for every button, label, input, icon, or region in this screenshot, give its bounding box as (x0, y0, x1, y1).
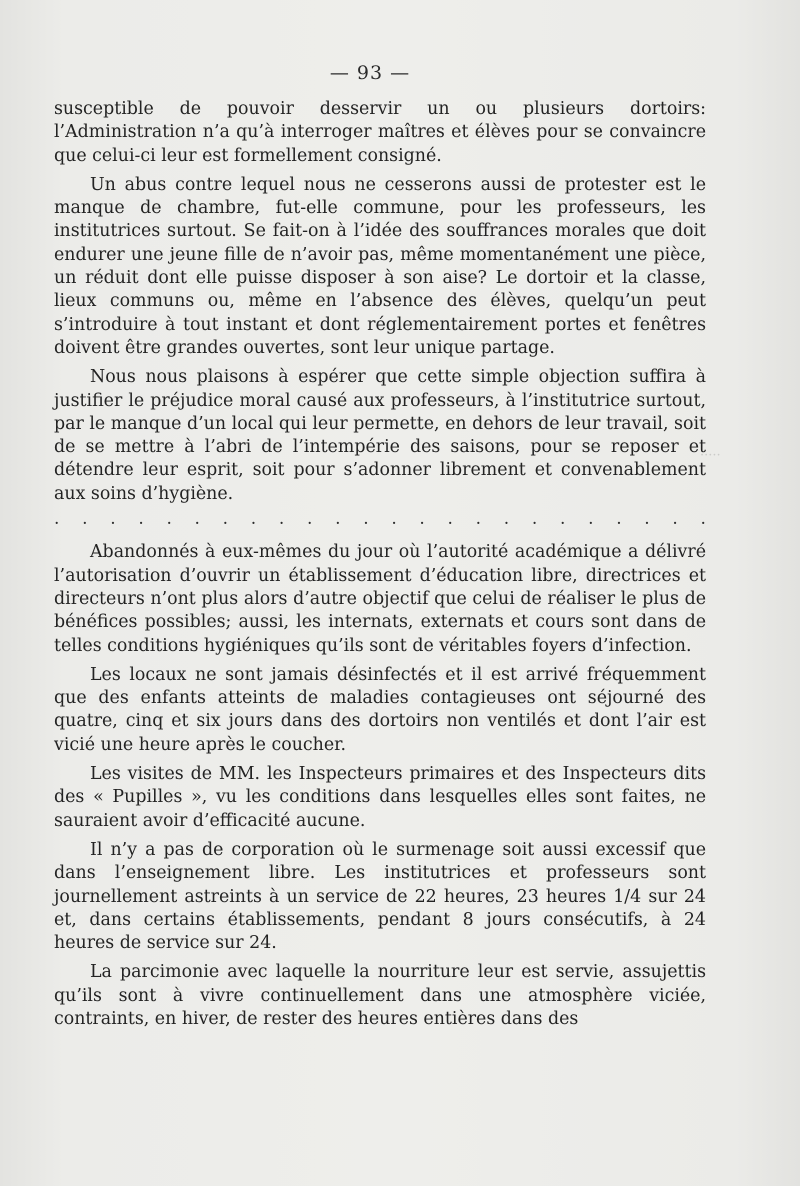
page-number: — 93 — (329, 62, 411, 84)
paragraph-7: Il n’y a pas de corporation où le surmenage soit aussi excessif que dans l’enseignement libre. Les institutrices et professeurs sont journellement astreints à un service de 22 heures, 23 heures 1/4 sur 24 et, dans certains établissements, pendant 8 jours consécutifs, à 24 heures de service sur 24. (54, 839, 706, 954)
paragraph-8: La parcimonie avec laquelle la nourriture leur est servie, assujettis qu’ils sont à vivre continuellement dans une atmosphère viciée, contraints, en hiver, de rester des heures entières dans des (54, 962, 706, 1029)
paragraph-2: Un abus contre lequel nous ne cesserons aussi de protester est le manque de chambre, fut-elle commune, pour les professeurs, les institutrices surtout. Se fait-on à l’idée des souffrances morales que doit endurer une jeune fille de n’avoir pas, même momentanément une pièce, un réduit dont elle puisse disposer à son aise? Le dortoir et la classe, lieux communs ou, même en l’absence des élèves, quelqu’un peut s’introduire à tout instant et dont réglementairement portes et fenêtres doivent être grandes ouvertes, sont leur unique partage. (54, 174, 706, 358)
paragraph-4: Abandonnés à eux-mêmes du jour où l’autorité académique a délivré l’autorisation d’ouvrir un établissement d’éducation libre, directrices et directeurs n’ont plus alors d’autre objectif que celui de réaliser le plus de bénéfices possibles; aussi, les internats, externats et cours sont dans de telles conditions hygiéniques qu’ils sont de véritables foyers d’infection. (54, 542, 706, 656)
separator-dot: . (672, 509, 678, 530)
separator-dot: . (306, 509, 313, 530)
ellipsis-separator (54, 508, 706, 531)
separator-dot: . (644, 509, 650, 530)
separator-dot: . (250, 509, 257, 530)
separator-dot: . (110, 509, 116, 530)
paragraph-6: Les visites de MM. les Inspecteurs primaires et des Inspecteurs dits des « Pupilles », vu les conditions dans lesquelles elles sont faites, ne sauraient avoir d’efficacité aucune. (54, 764, 706, 831)
separator-dot: . (335, 509, 341, 530)
separator-dot: . (588, 509, 594, 530)
separator-dot: . (194, 509, 200, 530)
bleed-through-mark: ····· (700, 448, 721, 463)
paragraph-5: Les locaux ne sont jamais désinfectés et il est arrivé fréquemment que des enfants atteints de maladies contagieuses ont séjourné des quatre, cinq et six jours dans des dortoirs non ventilés et dont l’air est vicié une heure après le coucher. (54, 664, 706, 755)
separator-dot: . (363, 509, 369, 530)
body-text (54, 98, 706, 1031)
separator-dot: . (559, 509, 566, 530)
separator-dot: . (447, 509, 453, 530)
paragraph-3: Nous nous plaisons à espérer que cette simple objection suffira à justifier le préjudice moral causé aux professeurs, à l’institutrice surtout, par le manque d’un local qui leur permette, en dehors de leur travail, soit de se mettre à l’abri de l’intempérie des saisons, pour se reposer et détendre leur esprit, soit pour s’adonner librement et convenablement aux soins d’hygiène. (54, 367, 706, 504)
separator-dot: . (166, 509, 172, 530)
separator-dot: . (503, 509, 510, 530)
separator-dot: . (391, 509, 397, 530)
paragraph-1: susceptible de pouvoir desservir un ou plusieurs dortoirs: l’Administration n’a qu’à interroger maîtres et élèves pour se convaincre que celui-ci leur est formellement consigné. (54, 99, 706, 166)
separator-dot: . (54, 509, 60, 530)
separator-dot: . (531, 509, 538, 530)
separator-dot: . (138, 509, 144, 530)
separator-dot: . (616, 509, 622, 530)
separator-dot: . (700, 509, 706, 530)
separator-dot: . (82, 509, 88, 530)
separator-dot: . (278, 509, 285, 530)
separator-dot: . (475, 509, 482, 530)
separator-dot: . (222, 509, 229, 530)
separator-dot: . (419, 509, 425, 530)
